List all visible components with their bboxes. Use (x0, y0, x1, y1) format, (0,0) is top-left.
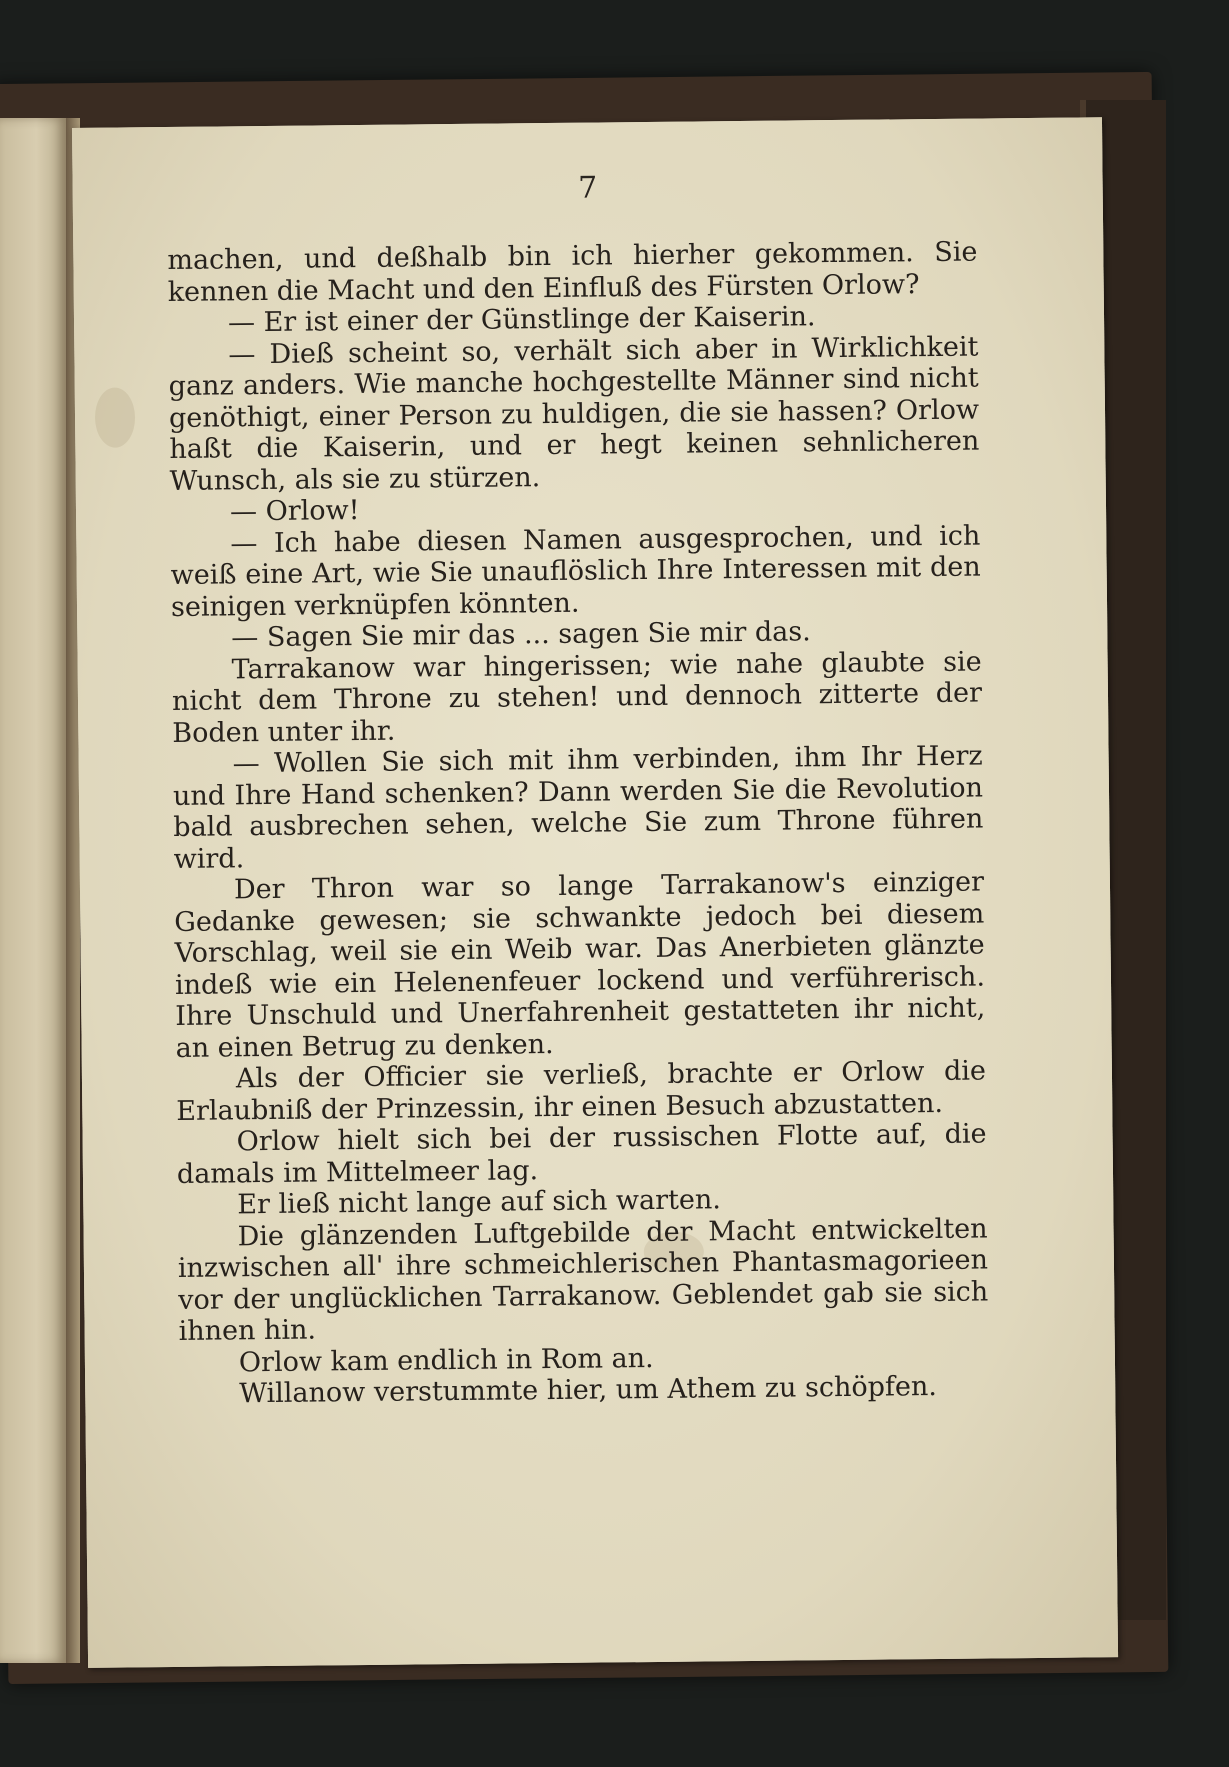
paragraph: Orlow kam endlich in Rom an. (238, 1342, 654, 1378)
paragraph: Tarrakanow war hingerissen; wie nahe glaubte sie nicht dem Throne zu stehen! und dennoch zitterte der Boden unter ihr. (171, 646, 983, 749)
paragraph: Die glänzenden Luftgebilde der Macht entwickelten inzwischen all' ihre schmeichlerischen Phantasmagorieen vor der unglücklichen Tarrakanow. Geblendet gab sie sich ihnen hin. (177, 1212, 989, 1347)
left-page-edge (0, 118, 66, 1663)
paragraph: Der Thron war so lange Tarrakanow's einziger Gedanke gewesen; sie schwankte jedoch bei diesem Vorschlag, weil sie ein Weib war. Das Anerbieten glänzte indeß wie ein Helenenfeuer lockend und verführerisch. Ihre Unschuld und Unerfahrenheit gestatteten ihr nicht, an einen Betrug zu denken. (174, 866, 986, 1064)
paragraph: Orlow hielt sich bei der russischen Flotte auf, die damals im Mittelmeer lag. (176, 1118, 987, 1190)
page-text (167, 237, 989, 1411)
paragraph: Als der Officier sie verließ, brachte er Orlow die Erlaubniß der Prinzessin, ihr einen Besuch abzustatten. (176, 1055, 987, 1127)
paragraph: — Ich habe diesen Namen ausgesprochen, und ich weiß eine Art, wie Sie unauflöslich Ihre Interessen mit den seinigen verknüpfen könnten. (170, 520, 981, 623)
paragraph: — Sagen Sie mir das ... sagen Sie mir das. (231, 616, 811, 654)
paragraph: — Orlow! (229, 495, 360, 528)
paper-stain (95, 387, 136, 447)
paragraph: Willanow verstummte hier, um Athem zu schöpfen. (239, 1371, 938, 1410)
paragraph: machen, und deßhalb bin ich hierher gekommen. Sie kennen die Macht und den Einfluß des Fürsten Orlow? (167, 236, 978, 308)
book-page (72, 117, 1118, 1668)
page-number: 7 (577, 170, 598, 206)
paragraph: — Er ist einer der Günstlinge der Kaiserin. (227, 301, 816, 339)
paragraph: — Wollen Sie sich mit ihm verbinden, ihm Ihr Herz und Ihre Hand schenken? Dann werden Sie die Revolution bald ausbrechen sehen, welche Sie zum Throne führen wird. (172, 740, 984, 875)
paragraph: Er ließ nicht lange auf sich warten. (237, 1184, 721, 1221)
paragraph: — Dieß scheint so, verhält sich aber in Wirklichkeit ganz anders. Wie manche hochgestellte Männer sind nicht genöthigt, einer Person zu huldigen, die sie hassen? Orlow haßt die Kaiserin, und er hegt keinen sehnlicheren Wunsch, als sie zu stürzen. (168, 331, 980, 497)
